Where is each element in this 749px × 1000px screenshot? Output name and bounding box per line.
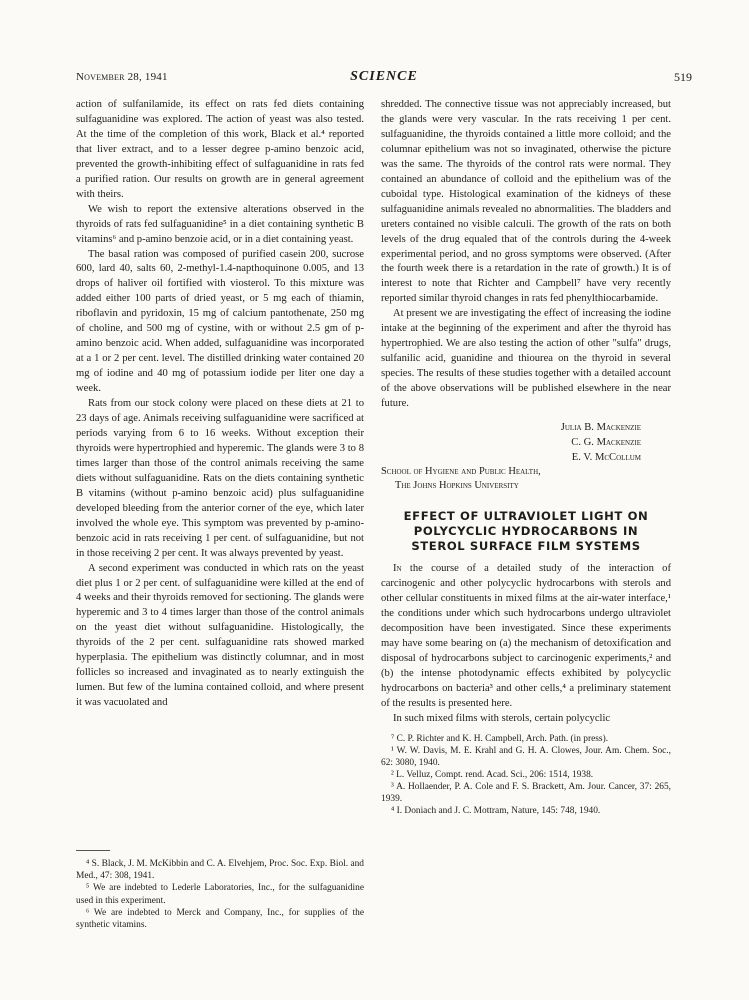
affiliation-line: School of Hygiene and Public Health, bbox=[381, 466, 541, 478]
right-column bbox=[381, 98, 671, 817]
paragraph: A second experiment was conducted in which rats on the yeast diet plus 1 or 2 per cent. of sulfaguanidine were killed at the end of 4 weeks and their thyroids removed for sectioning. The glands were hyperemic and 3 to 4 times larger than those of the control animals on the yeast diet without sulfaguanidine. Histologically, the thyroids of the 2 per cent. sulfaguanidine rats showed marked hyperplasia. The epithelium was distinctly columnar, and in most follicles so increased and invaginated as to nearly extinguish the lumen. But few of the lumina contained colloid, and where present it was vacuolated and bbox=[76, 562, 364, 709]
footnote-rule bbox=[76, 850, 110, 851]
paragraph bbox=[381, 562, 671, 712]
author-signatures bbox=[381, 420, 671, 465]
affiliation-line: The Johns Hopkins University bbox=[395, 480, 519, 492]
footnote: ⁶ We are indebted to Merck and Company, Inc., for supplies of the synthetic vitamins. bbox=[76, 907, 364, 931]
footnotes-right bbox=[381, 733, 671, 817]
paragraph: The basal ration was composed of purified casein 200, sucrose 600, lard 40, salts 60, 2-methyl-1.4-napthoquinone 0.005, and 13 drops of haliver oil fortified with viosterol. To this mixture was added either 100 parts of dried yeast, or 5 mg each of thiamin, riboflavin and pyridoxin, 15 mg of calcium pantothenate, 250 mg of choline, and 500 mg of cystine, with or without 2.5 gm of p-amino benzoic acid. When added, sulfaguanidine was incorporated at a 1 or 2 per cent. level. The distilled drinking water contained 20 mg of iodine and 40 mg of potassium iodide per liter one day a week. bbox=[76, 248, 364, 395]
paragraph: action of sulfanilamide, its effect on rats fed diets containing sulfaguanidine was explored. The action of yeast was also tested. At the time of the completion of this work, Black et al.⁴ reported that liver extract, and to a lesser degree p-amino benzoic acid, prevented the growth-inhibiting effect of sulfaguanidine in rats fed a purified ration. Our results on growth are in general agreement with theirs. bbox=[76, 99, 364, 200]
footnote: ⁴ S. Black, J. M. McKibbin and C. A. Elvehjem, Proc. Soc. Exp. Biol. and Med., 47: 308, 1941. bbox=[76, 859, 364, 882]
affiliation bbox=[381, 465, 671, 493]
paragraph: We wish to report the extensive alterations observed in the thyroids of rats fed sulfaguanidine⁵ in a diet containing synthetic B vitamins⁶ and p-amino benzoie acid, or in a diet containing yeast. bbox=[76, 203, 364, 245]
left-column bbox=[76, 98, 364, 711]
author-name: E. V. McCollum bbox=[571, 452, 641, 464]
author-name: Julia B. Mackenzie bbox=[560, 422, 641, 434]
footnote: ¹ W. W. Davis, M. E. Krahl and G. H. A. Clowes, Jour. Am. Chem. Soc., 62: 3080, 1940. bbox=[381, 745, 671, 768]
page-number: 519 bbox=[674, 70, 692, 84]
footnote: ⁵ We are indebted to Lederle Laboratories, Inc., for the sulfaguanidine used in this experiment. bbox=[76, 883, 364, 906]
footnotes-left bbox=[76, 858, 364, 931]
paragraph-text: the course of a detailed study of the interaction of carcinogenic and other polycyclic hydrocarbons with sterols and other cellular constituents in mixed films at the air-water interface,¹ the conditions under which such hydrocarbons undergo ultraviolet decomposition have been investigated. Since these experiments may have some bearing on (a) the mechanism of detoxification and disposal of hydrocarbons subject to carcinogenic experiments,² and (b) the intense photodynamic effects exhibited by polycyclic hydrocarbons on bacteria³ and other cells,⁴ a preliminary statement of the results is presented here. bbox=[381, 563, 671, 709]
footnote: ³ A. Hollaender, P. A. Cole and F. S. Brackett, Am. Jour. Cancer, 37: 265, 1939. bbox=[381, 781, 671, 804]
paragraph: shredded. The connective tissue was not appreciably increased, but the glands were very vascular. In the rats receiving 1 per cent. sulfaguanidine, the thyroids contained a little more colloid; and the columnar epithelium was not so invaginated, otherwise the picture was the same. The thyroids of the control rats were normal. They contained an abundance of colloid and the epithelium was of the cuboidal type. Histological examination of the kidneys of these sulfaguanidine animals revealed no abnormalities. The bladders and ureters contained no visible calculi. The growth of the rats on both levels of the drug equaled that of the controls during the 4-week experimental period, and no gross symptoms were observed. (After the fourth week there is a retardation in the rate of growth.) It is of interest to note that Richter and Campbell⁷ have very recently reported similar thyroid changes in rats fed phenylthiocarbamide. bbox=[381, 99, 671, 305]
paragraph: In such mixed films with sterols, certain polycyclic bbox=[393, 712, 611, 724]
running-header bbox=[76, 69, 692, 89]
paragraph: Rats from our stock colony were placed on these diets at 21 to 23 days of age. Animals receiving sulfaguanidine were sacrificed at periods varying from 6 to 16 weeks. Without exception their thyroids were hypertrophied and hyperemic. The glands were 3 to 8 times larger than those of the control animals receiving the same diets without sulfaguanidine. Rats on the diets containing synthetic B vitamins (without p-amino benzoic acid) plus sulfaguanidine developed bleeding from the anterior corner of the eye, which later involved the whole eye. This symptom was prevented by p-amino-benzoic acid in rats receiving 1 per cent. of sulfaguanidine, but not in those receiving 2 per cent. It was always prevented by yeast. bbox=[76, 398, 364, 559]
footnote: ⁷ C. P. Richter and K. H. Campbell, Arch. Path. (in press). bbox=[391, 733, 609, 744]
issue-date: November 28, 1941 bbox=[76, 71, 168, 83]
footnote: ² L. Velluz, Compt. rend. Acad. Sci., 206: 1514, 1938. bbox=[391, 769, 594, 780]
author-name: C. G. Mackenzie bbox=[571, 437, 641, 449]
footnote: ⁴ I. Doniach and J. C. Mottram, Nature, 145: 748, 1940. bbox=[391, 805, 601, 816]
journal-name: SCIENCE bbox=[350, 69, 418, 84]
initial-word: In bbox=[393, 563, 402, 575]
article-title: EFFECT OF ULTRAVIOLET LIGHT ON POLYCYCLIC HYDROCARBONS IN STEROL SURFACE FILM SYSTEMS bbox=[403, 509, 649, 554]
paragraph: At present we are investigating the effect of increasing the iodine intake at the beginning of the experiment and after the thyroid has hypertrophied. We are also testing the action of other "sulfa" drugs, sulfanilic acid, guanidine and thiourea on the thyroid in several species. The results of these studies together with a detailed account of the above observations will be published elsewhere in the near future. bbox=[381, 308, 671, 410]
